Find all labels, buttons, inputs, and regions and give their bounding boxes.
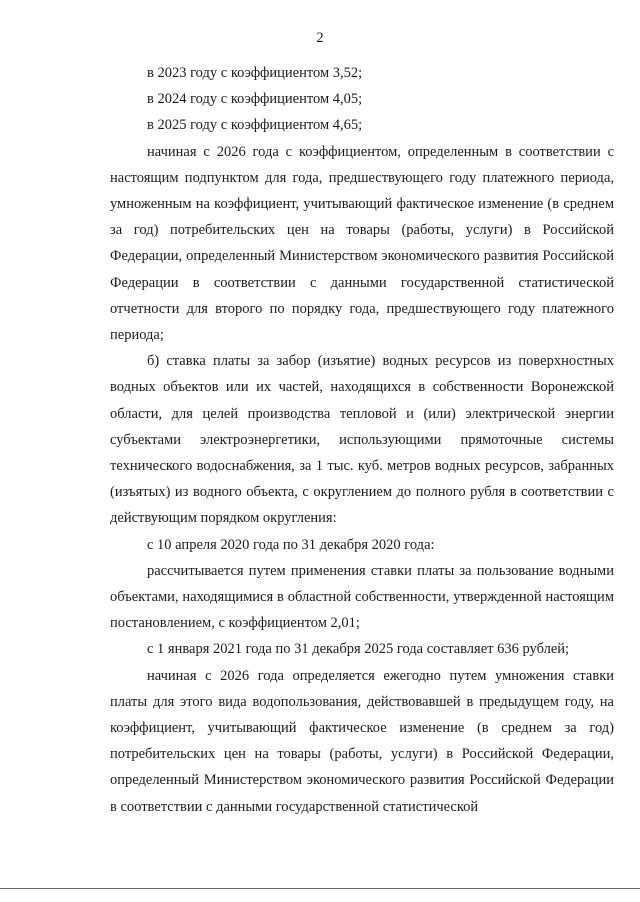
page-number: 2 <box>316 30 324 46</box>
paragraph-2026-coefficient: начиная с 2026 года с коэффициентом, определенным в соответствии с настоящим подпунктом для года, предшествующего году платежного периода, умноженным на коэффициент, учитывающий фактическое изменение (в среднем за год) потребительских цен на товары (работы, услуги) в Российской Федерации, определенный Министерством экономического развития Российской Федерации в соответствии с данными государственной статистической отчетности для второго по порядку года, предшествующего году платежного периода; <box>110 143 614 344</box>
paragraph-2024-coefficient: в 2024 году с коэффициентом 4,05; <box>147 91 363 108</box>
scan-bottom-edge <box>0 888 640 889</box>
paragraph-period-2021-2025: с 1 января 2021 года по 31 декабря 2025 года составляет 636 рублей; <box>147 641 570 658</box>
paragraph-period-2020: с 10 апреля 2020 года по 31 декабря 2020 года: <box>147 536 435 553</box>
paragraph-item-b: б) ставка платы за забор (изъятие) водных ресурсов из поверхностных водных объектов или их частей, находящихся в собственности Воронежской области, для целей производства тепловой и (или) электрической энергии субъектами электроэнергетики, использующими прямоточные системы технического водоснабжения, за 1 тыс. куб. метров водных ресурсов, забранных (изъятых) из водного объекта, с округлением до полного рубля в соответствии с действующим порядком округления: <box>110 353 614 527</box>
paragraph-2023-coefficient: в 2023 году с коэффициентом 3,52; <box>147 65 363 81</box>
document-body <box>110 60 614 820</box>
paragraph-2025-coefficient: в 2025 году с коэффициентом 4,65; <box>147 117 363 134</box>
paragraph-from-2026: начиная с 2026 года определяется ежегодно путем умножения ставки платы для этого вида водопользования, действовавшей в предыдущем году, на коэффициент, учитывающий фактическое изменение (в среднем за год) потребительских цен на товары (работы, услуги) в Российской Федерации, определенный Министерством экономического развития Российской Федерации в соответствии с данными государственной статистической <box>110 667 614 815</box>
paragraph-2020-calculation: рассчитывается путем применения ставки платы за пользование водными объектами, находящимися в областной собственности, утвержденной настоящим постановлением, с коэффициентом 2,01; <box>110 562 614 632</box>
